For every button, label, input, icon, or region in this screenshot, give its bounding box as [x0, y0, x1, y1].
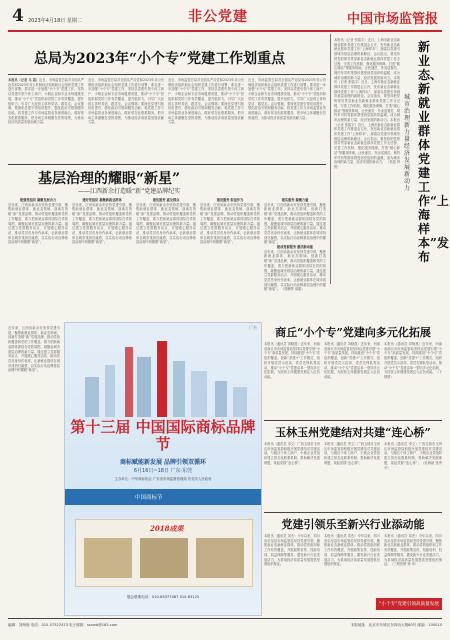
- sidebar-title: 新业态、新就业群体党建工作“上海样本”发布: [418, 40, 449, 264]
- feature-body-col-3: 建优服务 惠及群众 近年来，江西省新余市坚持党建引领，聚焦新就业群体、新业态领域，创新打造暖“新”党建品牌，推动党组织覆盖和党的工作覆盖，着力把新就业群体团结在党的周围，凝聚起城市基层治理的新力量。通过建立党群服务站点、开展暖心服务活动、推动党员亮身份作表率，让新就业群体在城市找到归属感，以实际行动诠释基层治理中的耀眼“新星”。: [136, 198, 196, 245]
- article-title: 玉林玉州党建结对共建“连心桥”: [275, 426, 431, 439]
- ad-photo: [196, 538, 244, 578]
- article-body: 本报讯（通讯员 李文）广西玉林市玉州区市场监管局积极开展党建结对共建活动，与辖区个体工商户、小微企业党组织建立常态化联系机制，帮助解决发展难题，架起党群“连心桥”。（吴海斌 张秀平）: [384, 442, 442, 470]
- footer-rule: [8, 618, 442, 619]
- lead-body-col-4: 近日，市场监管总局对全面从严治党和2023年非公有制经济组织和社会组织党建工作进行部署，要求进一步加强“小个专”党建工作，坚持以党建引领个体工商户、小微企业和专业市场健康发展，推动“小个专”党组织和党的工作有效覆盖，提升组织力，引导广大经营主体听党话、跟党走。会议强调，要深化党建引领信用提升，强化政治引领和服务功能，将党建工作与市场监管业务深度融合，做好常态化联系服务，把市场主体凝聚在党的周围，为推动经济高质量发展贡献力量。: [248, 78, 326, 120]
- lead-article: [8, 34, 326, 162]
- footer-address: 本报地址：北京市东城区东四西大街60号 邮编：100010: [350, 623, 442, 627]
- feature-subhead: 建优服务 惠及群众: [152, 198, 180, 202]
- article-title: 商丘“小个专”党建向多元化拓展: [275, 326, 431, 339]
- article-credit: （卜倩倩）: [384, 370, 442, 379]
- slogan-banner: [376, 598, 442, 610]
- article-credit: （吴海斌 张秀平）: [384, 460, 442, 470]
- page-number: 4: [12, 6, 24, 26]
- divider: [264, 512, 442, 513]
- feature-body-col-2: 建好党组织 凝聚新就业群体 近年来，江西省新余市坚持党建引领，聚焦新就业群体、新业态领域，创新打造暖“新”党建品牌，推动党组织覆盖和党的工作覆盖，着力把新就业群体团结在党的周围，凝聚起城市基层治理的新力量。通过建立党群服务站点、开展暖心服务活动、推动党员亮身份作表率，让新就业群体在城市找到归属感，以实际行动诠释基层治理中的耀眼“新星”。: [72, 198, 132, 245]
- feature-subhead: 建强党组织 凝聚发展合力: [19, 198, 57, 202]
- article-body: 本报讯（通讯员 刘晓燕）近年来，河南省商丘市市场监管局坚持以党建引领“小个专”高质量发展，持续推进“小个专”党组织覆盖，创新“党建+”工作模式，组织开展党员示范岗、党员先锋队等活动，推动“小个专”党建由单一型向多元化拓展，为经营主体健康发展注入红色动能。（卜倩倩）: [384, 342, 442, 379]
- ad-organizers: 主办单位：中华商标协会 广东省市场监督管理局 东莞市人民政府: [114, 477, 212, 481]
- ad-highlight: 2018成果: [150, 524, 184, 533]
- slogan-text: “小个专”党建引领高质量发展: [379, 602, 439, 607]
- ad-photo: [84, 538, 132, 578]
- lead-byline: 本报讯（记者 马 超）: [8, 78, 40, 82]
- ad-photo: [140, 538, 188, 578]
- article-body: 本报讯（通讯员 李文）广西玉林市玉州区市场监管局积极开展党建结对共建活动，与辖区个体工商户、小微企业党组织建立常态化联系机制，帮助解决发展难题，架起党群“连心桥”。: [264, 442, 320, 465]
- feature-subhead: 建实服务 凝聚力量: [281, 198, 309, 202]
- feature-subtitle: ——江西新余打造暖“新”党建品牌纪实: [78, 188, 181, 195]
- article-body: 本报讯（通讯员 刘杰）今年以来，四川省乐至县市场监管局坚持党建引领，聚焦新业态新就业群体，推动党的组织和工作有效覆盖，开展政策宣传、技能培训、权益保障等服务，激发新兴行业发展活力，为县域经济高质量发展提供坚强组织保证。: [264, 534, 320, 567]
- ad-brand-band: [65, 489, 261, 505]
- ad-dates: 6月16日~18日 广东·东莞: [133, 468, 193, 474]
- masthead-logo: 中国市场监管报: [346, 12, 438, 27]
- footer-editor: 编辑：刘海艳 电话：010-57527473 电子邮箱：ssxwb@163.com: [8, 623, 118, 627]
- column-divider: [330, 34, 331, 284]
- page-footer: [8, 621, 442, 635]
- lead-body-col-3: 近日，市场监管总局对全面从严治党和2023年非公有制经济组织和社会组织党建工作进行部署，要求进一步加强“小个专”党建工作，坚持以党建引领个体工商户、小微企业和专业市场健康发展，推动“小个专”党组织和党的工作有效覆盖，提升组织力，引导广大经营主体听党话、跟党走。会议强调，要深化党建引领信用提升，强化政治引领和服务功能，将党建工作与市场监管业务深度融合，做好常态化联系服务，把市场主体凝聚在党的周围，为推动经济高质量发展贡献力量。: [168, 78, 244, 125]
- article-body: 本报讯（通讯员 刘杰）今年以来，四川省乐至县市场监管局坚持党建引领，聚焦新业态新就业群体，推动党的组织和工作有效覆盖，开展政策宣传、技能培训、权益保障等服务，激发新兴行业发展活力，为县域经济高质量发展提供坚强组织保证。（三明营销 杨 申）: [384, 534, 442, 567]
- ad-label: 广告: [249, 325, 257, 330]
- feature-subhead: 建设服务 彰显作为: [216, 198, 244, 202]
- sidebar-credit: （吴铭 钟悦）: [334, 160, 400, 169]
- ad-gallery: [75, 519, 253, 587]
- divider: [264, 420, 442, 421]
- lead-body-col-1: 本报讯（记者 马 超）近日，市场监管总局对全面从严治党和2023年非公有制经济组织和社会组织党建工作进行部署，要求进一步加强“小个专”党建工作，坚持以党建引领个体工商户、小微企业和专业市场健康发展，推动“小个专”党组织和党的工作有效覆盖，提升组织力，引导广大经营主体听党话、跟党走。会议强调，要深化党建引领信用提升，强化政治引领和服务功能，将党建工作与市场监管业务深度融合，做好常态化联系服务，把市场主体凝聚在党的周围，为推动经济高质量发展贡献力量。: [8, 78, 84, 125]
- divider: [8, 74, 326, 75]
- header-rule: [8, 30, 442, 32]
- feature-credit: （胡珊琴 周聪）: [281, 287, 305, 292]
- article-credit: （三明营销 杨 申）: [390, 562, 418, 567]
- article-title: 党建引领乐至新兴行业添动能: [281, 518, 425, 531]
- news-column: [264, 322, 442, 614]
- issue-date: 2023年4月18日 星期二: [28, 18, 82, 24]
- feature-article: [8, 168, 326, 324]
- divider: [8, 164, 326, 165]
- feature-body-col-4: 建设服务 彰显作为 近年来，江西省新余市坚持党建引领，聚焦新就业群体、新业态领域，创新打造暖“新”党建品牌，推动党组织覆盖和党的工作覆盖，着力把新就业群体团结在党的周围，凝聚起城市基层治理的新力量。通过建立党群服务站点、开展暖心服务活动、推动党员亮身份作表率，让新就业群体在城市找到归属感，以实际行动诠释基层治理中的耀眼“新星”。: [200, 198, 260, 245]
- feature-body-col-1: 建强党组织 凝聚发展合力 近年来，江西省新余市坚持党建引领，聚焦新就业群体、新业态领域，创新打造暖“新”党建品牌，推动党组织覆盖和党的工作覆盖，着力把新就业群体团结在党的周围，凝聚起城市基层治理的新力量。通过建立党群服务站点、开展暖心服务活动、推动党员亮身份作表率，让新就业群体在城市找到归属感，以实际行动诠释基层治理中的耀眼“新星”。: [8, 198, 68, 245]
- city-skyline-illustration: [65, 337, 261, 417]
- ad-headline: 第十三届 中国国际商标品牌节: [70, 418, 256, 453]
- article-body: 本报讯（通讯员 李文）广西玉林市玉州区市场监管局积极开展党建结对共建活动，与辖区个体工商户、小微企业党组织建立常态化联系机制，帮助解决发展难题，架起党群“连心桥”。: [324, 442, 380, 465]
- feature-subhead: 建好党组织 凝聚新就业群体: [82, 198, 122, 202]
- feature-title: 基层治理的耀眼“新星”: [38, 171, 181, 187]
- sidebar-body: 本报讯（记者 张铭宇）近日，上海市新业态新就业群体党建工作推进会召开，发布新业态新就业群体党建工作“上海样本”，探索以党建引领城市基层治理的新路径。会议指出，要坚持把党的领导贯穿新业态新就业群体党建工作全过程，完善工作机制，强化服务保障，打造“暖心驿站”等服务阵地，让快递员、外卖送餐员、网约车司机等群体感受到党组织的温暖，成为城市治理的新力量、经济发展的新动力。本报讯（记者 张铭宇）近日，上海市新业态新就业群体党建工作推进会召开，发布新业态新就业群体党建工作“上海样本”，探索以党建引领城市基层治理的新路径。会议指出，要坚持把党的领导贯穿新业态新就业群体党建工作全过程，完善工作机制，强化服务保障，打造“暖心驿站”等服务阵地，让快递员、外卖送餐员、网约车司机等群体感受到党组织的温暖，成为城市治理的新力量、经济发展的新动力。本报讯（记者 张铭宇）近日，上海市新业态新就业群体党建工作推进会召开，发布新业态新就业群体党建工作“上海样本”，探索以党建引领城市基层治理的新路径。会议指出，要坚持把党的领导贯穿新业态新就业群体党建工作全过程，完善工作机制，强化服务保障，打造“暖心驿站”等服务阵地，让快递员、外卖送餐员、网约车司机等群体感受到党组织的温暖，成为城市治理的新力量、经济发展的新动力。 （吴铭 钟悦）: [334, 38, 400, 169]
- article-body: 本报讯（通讯员 刘杰）今年以来，四川省乐至县市场监管局坚持党建引领，聚焦新业态新就业群体，推动党的组织和工作有效覆盖，开展政策宣传、技能培训、权益保障等服务，激发新兴行业发展活力，为县域经济高质量发展提供坚强组织保证。: [324, 534, 380, 567]
- feature-subhead: 建成党群服务 激活新动能: [276, 245, 314, 250]
- sidebar-subtitle: 城市治理新力量 经济发展新动力: [404, 94, 411, 192]
- sidebar-article: [334, 34, 449, 284]
- article-body: 本报讯（通讯员 刘晓燕）近年来，河南省商丘市市场监管局坚持以党建引领“小个专”高质量发展，持续推进“小个专”党组织覆盖，创新“党建+”工作模式，组织开展党员示范岗、党员先锋队等活动，推动“小个专”党建由单一型向多元化拓展，为经营主体健康发展注入红色动能。: [264, 342, 320, 379]
- trademark-festival-ad[interactable]: [64, 322, 262, 616]
- feature-body-col-5: 建实服务 凝聚力量 近年来，江西省新余市坚持党建引领，聚焦新就业群体、新业态领域，创新打造暖“新”党建品牌，推动党组织覆盖和党的工作覆盖，着力把新就业群体团结在党的周围，凝聚起城市基层治理的新力量。通过建立党群服务站点、开展暖心服务活动、推动党员亮身份作表率，让新就业群体在城市找到归属感，以实际行动诠释基层治理中的耀眼“新星”。 建成党群服务 激活新动能 近年来，江西省新余市坚持党建引领，聚焦新就业群体、新业态领域，创新打造暖“新”党建品牌，推动党组织覆盖和党的工作覆盖，着力把新就业群体团结在党的周围，凝聚起城市基层治理的新力量。通过建立党群服务站点、开展暖心服务活动、推动党员亮身份作表率，让新就业群体在城市找到归属感，以实际行动诠释基层治理中的耀眼“新星”。 （胡珊琴 周聪）: [264, 198, 326, 292]
- ad-footer: 展会联系电话：010-83377087 010-83125: [126, 595, 200, 599]
- article-body: 本报讯（通讯员 刘晓燕）近年来，河南省商丘市市场监管局坚持以党建引领“小个专”高质量发展，持续推进“小个专”党组织覆盖，创新“党建+”工作模式，组织开展党员示范岗、党员先锋队等活动，推动“小个专”党建由单一型向多元化拓展，为经营主体健康发展注入红色动能。: [324, 342, 380, 379]
- section-title: 非公党建: [188, 9, 248, 25]
- ad-tagline: 商标赋能新发展 品牌引领双循环: [119, 459, 207, 466]
- lead-title: 总局为2023年“小个专”党建工作划重点: [34, 51, 286, 67]
- page-header: [8, 4, 442, 30]
- lead-body-col-2: 近日，市场监管总局对全面从严治党和2023年非公有制经济组织和社会组织党建工作进行部署，要求进一步加强“小个专”党建工作，坚持以党建引领个体工商户、小微企业和专业市场健康发展，推动“小个专”党组织和党的工作有效覆盖，提升组织力，引导广大经营主体听党话、跟党走。会议强调，要深化党建引领信用提升，强化政治引领和服务功能，将党建工作与市场监管业务深度融合，做好常态化联系服务，把市场主体凝聚在党的周围，为推动经济高质量发展贡献力量。: [88, 78, 164, 125]
- ad-brand: 中国商标节: [135, 495, 163, 501]
- feature-continuation: 近年来，江西省新余市坚持党建引领，聚焦新就业群体、新业态领域，创新打造暖“新”党建品牌，推动党组织覆盖和党的工作覆盖，着力把新就业群体团结在党的周围，凝聚起城市基层治理的新力量。通过建立党群服务站点、开展暖心服务活动、推动党员亮身份作表率，让新就业群体在城市找到归属感，以实际行动诠释基层治理中的耀眼“新星”。: [8, 326, 60, 373]
